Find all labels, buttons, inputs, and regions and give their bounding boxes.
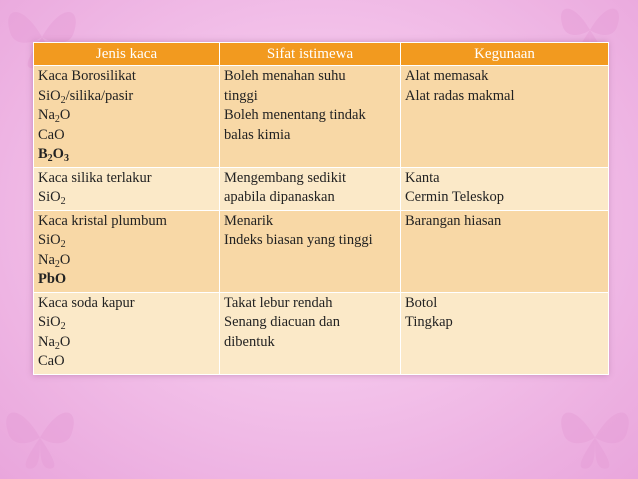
formula-text: SiO [38, 189, 61, 205]
formula-text: O [52, 146, 64, 162]
formula-subscript: 3 [63, 153, 69, 164]
formula-subscript: 2 [60, 239, 66, 250]
formula-subscript: 2 [54, 114, 60, 125]
cell-text-line: Barangan hiasan [405, 212, 502, 229]
cell-text-line: Indeks biasan yang tinggi [224, 232, 373, 248]
table-row [34, 292, 609, 374]
cell-text-line: Takat lebur rendah [224, 294, 333, 311]
formula-line [38, 212, 215, 232]
formula-text: Na [38, 107, 55, 123]
formula-line [38, 294, 215, 314]
table-row [34, 210, 609, 292]
table-header-row [34, 43, 609, 66]
header-jenis-kaca: Jenis kaca [34, 43, 220, 66]
formula-subscript: 2 [60, 321, 66, 332]
cell-text-line: Botol [405, 294, 438, 311]
cell-kegunaan [401, 292, 609, 374]
formula-line [38, 188, 215, 208]
formula-text: PbO [38, 271, 67, 287]
cell-text-line: Boleh menahan suhu [224, 68, 346, 84]
formula-subscript: 2 [60, 94, 66, 106]
formula-text: Na [38, 333, 55, 350]
formula-line [38, 106, 215, 126]
table-row [34, 66, 609, 168]
cell-text-line: Kanta [405, 169, 440, 186]
formula-text: Na [38, 251, 55, 268]
formula-text: CaO [38, 353, 65, 369]
cell-kegunaan [401, 210, 609, 292]
cell-text-line: Menarik [224, 212, 274, 229]
cell-jenis-kaca [34, 210, 220, 292]
formula-subscript: 2 [54, 258, 60, 270]
cell-text-line: Cermin Teleskop [405, 189, 504, 205]
formula-line [38, 352, 215, 372]
formula-text: SiO [38, 232, 61, 248]
formula-text: SiO [38, 87, 61, 104]
butterfly-icon [555, 400, 635, 475]
cell-jenis-kaca [34, 66, 220, 168]
cell-text-line: balas kimia [224, 126, 291, 143]
cell-text-line: Tingkap [405, 314, 453, 330]
formula-subscript: 2 [60, 196, 66, 207]
formula-line [38, 270, 215, 290]
header-kegunaan: Kegunaan [401, 43, 609, 66]
cell-sifat-istimewa [220, 292, 401, 374]
cell-text-line: Boleh menentang tindak [224, 107, 366, 123]
cell-text-line: Alat memasak [405, 68, 489, 84]
formula-subscript: 2 [54, 340, 60, 352]
formula-text: SiO [38, 314, 61, 330]
glass-types-table [33, 42, 609, 375]
formula-text: O [59, 251, 71, 268]
formula-line [38, 126, 215, 146]
formula-text: O [59, 107, 71, 123]
cell-sifat-istimewa [220, 167, 401, 210]
formula-text: Kaca silika terlakur [38, 169, 152, 186]
cell-jenis-kaca [34, 167, 220, 210]
cell-text-line: Senang diacuan dan [224, 314, 340, 330]
formula-text: /silika/pasir [65, 87, 134, 104]
cell-kegunaan [401, 167, 609, 210]
header-sifat-istimewa: Sifat istimewa [220, 43, 401, 66]
formula-line [38, 67, 215, 87]
formula-line [38, 313, 215, 333]
formula-text: O [59, 333, 71, 350]
formula-line [38, 231, 215, 251]
cell-text-line: Alat radas makmal [405, 87, 515, 104]
formula-text: Kaca kristal plumbum [38, 212, 167, 229]
cell-sifat-istimewa [220, 210, 401, 292]
formula-subscript: 2 [47, 153, 53, 164]
cell-text-line: dibentuk [224, 333, 275, 350]
table-row [34, 167, 609, 210]
formula-line [38, 145, 215, 165]
formula-line [38, 251, 215, 271]
cell-kegunaan [401, 66, 609, 168]
cell-jenis-kaca [34, 292, 220, 374]
formula-text: Kaca Borosilikat [38, 68, 136, 84]
cell-text-line: Mengembang sedikit [224, 169, 347, 186]
formula-line [38, 169, 215, 189]
formula-text: CaO [38, 126, 65, 143]
butterfly-icon [0, 400, 80, 475]
cell-sifat-istimewa [220, 66, 401, 168]
formula-line [38, 87, 215, 107]
formula-line [38, 333, 215, 353]
glass-types-table-container [33, 42, 608, 375]
cell-text-line: tinggi [224, 87, 258, 104]
formula-text: B [38, 146, 48, 162]
formula-text: Kaca soda kapur [38, 294, 135, 311]
cell-text-line: apabila dipanaskan [224, 189, 335, 205]
